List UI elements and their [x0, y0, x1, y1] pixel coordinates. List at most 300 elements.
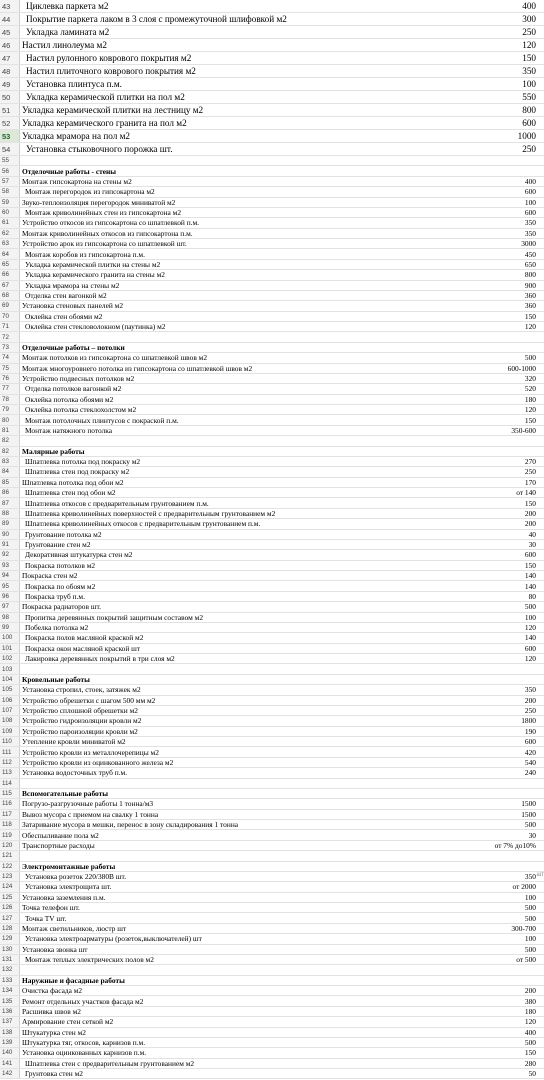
price-cell[interactable]: 150: [524, 560, 536, 570]
row-number[interactable]: 128: [0, 924, 20, 933]
work-description-cell[interactable]: Установка оцинкованных карнизов п.м.: [22, 1048, 147, 1058]
table-row[interactable]: [0, 13, 544, 26]
price-cell[interactable]: 500: [524, 602, 536, 612]
price-cell[interactable]: 190: [524, 726, 536, 736]
row-number[interactable]: 117: [0, 810, 20, 819]
row-number[interactable]: 46: [0, 39, 20, 51]
price-cell[interactable]: от 2000: [512, 882, 536, 892]
row-number[interactable]: 89: [0, 519, 20, 528]
work-description-cell[interactable]: Установка стропил, стоек, затяжек м2: [22, 685, 141, 695]
price-cell[interactable]: 600: [524, 643, 536, 653]
empty-row[interactable]: [0, 851, 544, 861]
empty-row[interactable]: [0, 156, 544, 166]
table-row[interactable]: [0, 291, 544, 301]
row-number[interactable]: 141: [0, 1059, 20, 1068]
work-description-cell[interactable]: Настил рулонного коврового покрытия м2: [26, 53, 192, 63]
work-description-cell[interactable]: Затаривание мусора в мешки, перенос в зону складирования 1 тонна: [22, 820, 239, 830]
row-number[interactable]: 139: [0, 1038, 20, 1047]
row-number[interactable]: 66: [0, 270, 20, 279]
table-row[interactable]: [0, 737, 544, 747]
work-description-cell[interactable]: Монтаж криволинейных стен из гипсокартона м2: [25, 208, 182, 218]
price-cell[interactable]: 350: [524, 685, 536, 695]
row-number[interactable]: 140: [0, 1048, 20, 1057]
row-number[interactable]: 51: [0, 104, 20, 116]
work-description-cell[interactable]: Монтаж потолков из гипсокартона со шпатлевкой швов м2: [22, 353, 208, 363]
row-number[interactable]: 85: [0, 478, 20, 487]
section-header-row[interactable]: [0, 166, 544, 176]
row-number[interactable]: 116: [0, 799, 20, 808]
row-number[interactable]: 62: [0, 229, 20, 238]
row-number[interactable]: 67: [0, 281, 20, 290]
work-description-cell[interactable]: Укладка керамического гранита на пол м2: [22, 118, 187, 128]
work-description-cell[interactable]: Декоративная штукатурка стен м2: [25, 550, 133, 560]
work-description-cell[interactable]: Малярные работы: [22, 446, 85, 456]
table-row[interactable]: [0, 426, 544, 436]
work-description-cell[interactable]: Покраска радиаторов шт.: [22, 602, 102, 612]
price-cell[interactable]: 360: [524, 301, 536, 311]
work-description-cell[interactable]: Покраска полов масляной краской м2: [25, 633, 144, 643]
table-row[interactable]: [0, 1017, 544, 1027]
price-cell[interactable]: 140: [524, 571, 536, 581]
table-row[interactable]: [0, 208, 544, 218]
price-cell[interactable]: 200: [524, 508, 536, 518]
price-cell[interactable]: 120: [524, 1017, 536, 1027]
price-cell[interactable]: 350: [524, 872, 536, 882]
table-row[interactable]: [0, 571, 544, 581]
table-row[interactable]: [0, 65, 544, 78]
work-description-cell[interactable]: Ремонт отдельных участков фасада м2: [22, 996, 144, 1006]
work-description-cell[interactable]: Оклейка потолка стеклохолстом м2: [25, 405, 137, 415]
row-number[interactable]: 133: [0, 976, 20, 985]
price-cell[interactable]: 500: [524, 913, 536, 923]
work-description-cell[interactable]: Устройство кровли из оцинкованного железа м2: [22, 757, 174, 767]
section-header-row[interactable]: [0, 862, 544, 872]
table-row[interactable]: [0, 187, 544, 197]
price-cell[interactable]: 200: [524, 519, 536, 529]
table-row[interactable]: [0, 457, 544, 467]
price-cell[interactable]: 600: [524, 208, 536, 218]
price-cell[interactable]: 150: [524, 498, 536, 508]
price-cell[interactable]: 300-700: [511, 923, 536, 933]
work-description-cell[interactable]: Установка звонка шт: [22, 944, 88, 954]
price-cell[interactable]: 360: [524, 291, 536, 301]
work-description-cell[interactable]: Оклейка стен стекловолокном (паутинка) м2: [25, 322, 166, 332]
price-cell[interactable]: 1800: [521, 716, 536, 726]
work-description-cell[interactable]: Укладка мрамора на пол м2: [22, 131, 131, 141]
row-number[interactable]: 105: [0, 685, 20, 694]
work-description-cell[interactable]: Побелка потолка м2: [25, 623, 89, 633]
work-description-cell[interactable]: Установка заземления п.м.: [22, 892, 106, 902]
table-row[interactable]: [0, 478, 544, 488]
work-description-cell[interactable]: Погрузо-разгрузочные работы 1 тонна/м3: [22, 799, 154, 809]
row-number[interactable]: 57: [0, 177, 20, 186]
row-number[interactable]: 77: [0, 384, 20, 393]
table-row[interactable]: [0, 592, 544, 602]
work-description-cell[interactable]: Грунтовка стен м2: [25, 1069, 83, 1079]
work-description-cell[interactable]: Отделка потолков вагонкой м2: [25, 384, 122, 394]
price-cell[interactable]: 900: [524, 280, 536, 290]
table-row[interactable]: [0, 830, 544, 840]
table-row[interactable]: [0, 644, 544, 654]
price-cell[interactable]: 1500: [521, 809, 536, 819]
table-row[interactable]: [0, 39, 544, 52]
row-number[interactable]: 56: [0, 166, 20, 175]
work-description-cell[interactable]: Установка стыковочного порожка шт.: [26, 144, 173, 154]
price-cell[interactable]: 600: [522, 118, 536, 128]
work-description-cell[interactable]: Точка телефон шт.: [22, 903, 80, 913]
work-description-cell[interactable]: Монтаж перегородок из гипсокартона м2: [25, 187, 155, 197]
table-row[interactable]: [0, 301, 544, 311]
work-description-cell[interactable]: Грунтование потолка м2: [25, 529, 102, 539]
row-number[interactable]: 68: [0, 291, 20, 300]
row-number[interactable]: 52: [0, 117, 20, 129]
price-cell[interactable]: 100: [524, 934, 536, 944]
table-row[interactable]: [0, 415, 544, 425]
table-row[interactable]: [0, 633, 544, 643]
empty-row[interactable]: [0, 436, 544, 446]
empty-row[interactable]: [0, 965, 544, 975]
row-number[interactable]: 78: [0, 395, 20, 404]
table-row[interactable]: [0, 117, 544, 130]
section-header-row[interactable]: [0, 789, 544, 799]
table-row[interactable]: [0, 758, 544, 768]
work-description-cell[interactable]: Монтаж коробов из гипсокартона п.м.: [25, 249, 145, 259]
price-cell[interactable]: 140: [524, 633, 536, 643]
table-row[interactable]: [0, 685, 544, 695]
price-cell[interactable]: 500: [524, 903, 536, 913]
price-cell[interactable]: 30: [528, 830, 536, 840]
row-number[interactable]: 99: [0, 623, 20, 632]
price-cell[interactable]: 650: [524, 259, 536, 269]
table-row[interactable]: [0, 1007, 544, 1017]
work-description-cell[interactable]: Шпатлевка криволинейных откосов с предварительным грунтованием п.м.: [25, 519, 261, 529]
row-number[interactable]: 125: [0, 893, 20, 902]
work-description-cell[interactable]: Установка электроарматуры (розеток,выключателей) шт: [25, 934, 202, 944]
work-description-cell[interactable]: Установка электрощита шт.: [25, 882, 112, 892]
table-row[interactable]: [0, 945, 544, 955]
work-description-cell[interactable]: Монтаж потолочных плинтусов с покраской п.м.: [25, 415, 179, 425]
row-number[interactable]: 90: [0, 530, 20, 539]
work-description-cell[interactable]: Шпатлевка криволинейных поверхностей с предварительным грунтованием м2: [25, 508, 276, 518]
price-cell[interactable]: 320: [524, 374, 536, 384]
work-description-cell[interactable]: Укладка керамической плитки на лестницу м2: [22, 105, 204, 115]
row-number[interactable]: 95: [0, 581, 20, 590]
price-cell[interactable]: 250: [522, 144, 536, 154]
table-row[interactable]: [0, 198, 544, 208]
price-cell[interactable]: 280: [524, 1058, 536, 1068]
work-description-cell[interactable]: Шпатлевка стен с предварительным грунтованием м2: [25, 1058, 195, 1068]
work-description-cell[interactable]: Отделочные работы – потолки: [22, 342, 125, 352]
row-number[interactable]: 80: [0, 415, 20, 424]
table-row[interactable]: [0, 52, 544, 65]
table-row[interactable]: [0, 913, 544, 923]
row-number[interactable]: 97: [0, 602, 20, 611]
row-number[interactable]: 138: [0, 1028, 20, 1037]
price-cell[interactable]: 600-1000: [507, 363, 536, 373]
table-row[interactable]: [0, 872, 544, 882]
price-cell[interactable]: 350: [522, 66, 536, 76]
work-description-cell[interactable]: Монтаж теплых электрических полов м2: [25, 955, 154, 965]
work-description-cell[interactable]: Штукатурка тяг, откосов, карнизов п.м.: [22, 1038, 146, 1048]
work-description-cell[interactable]: Монтаж натяжного потолка: [25, 425, 113, 435]
price-cell[interactable]: 250: [524, 467, 536, 477]
price-cell[interactable]: 100: [524, 612, 536, 622]
table-row[interactable]: [0, 799, 544, 809]
section-header-row[interactable]: [0, 675, 544, 685]
table-row[interactable]: [0, 820, 544, 830]
row-number[interactable]: 136: [0, 1007, 20, 1016]
row-number[interactable]: 126: [0, 903, 20, 912]
price-cell[interactable]: 350-600: [511, 425, 536, 435]
table-row[interactable]: [0, 768, 544, 778]
row-number[interactable]: 102: [0, 654, 20, 663]
table-row[interactable]: [0, 218, 544, 228]
price-cell[interactable]: 600: [524, 550, 536, 560]
row-number[interactable]: 49: [0, 78, 20, 90]
table-row[interactable]: [0, 1048, 544, 1058]
work-description-cell[interactable]: Электромонтажные работы: [22, 861, 116, 871]
table-row[interactable]: [0, 716, 544, 726]
price-cell[interactable]: 120: [524, 654, 536, 664]
work-description-cell[interactable]: Установка плинтуса п.м.: [26, 79, 122, 89]
row-number[interactable]: 109: [0, 727, 20, 736]
table-row[interactable]: [0, 312, 544, 322]
price-cell[interactable]: 550: [522, 92, 536, 102]
row-number[interactable]: 91: [0, 540, 20, 549]
table-row[interactable]: [0, 561, 544, 571]
row-number[interactable]: 43: [0, 0, 20, 12]
price-cell[interactable]: 100: [524, 892, 536, 902]
table-row[interactable]: [0, 509, 544, 519]
table-row[interactable]: [0, 0, 544, 13]
work-description-cell[interactable]: Монтаж криволинейных откосов из гипсокартона п.м.: [22, 228, 193, 238]
work-description-cell[interactable]: Укладка мрамора на стены м2: [25, 280, 120, 290]
row-number[interactable]: 142: [0, 1069, 20, 1078]
row-number[interactable]: 112: [0, 758, 20, 767]
work-description-cell[interactable]: Шпатлевка стен под покраску м2: [25, 467, 130, 477]
price-cell[interactable]: 540: [524, 757, 536, 767]
work-description-cell[interactable]: Покраска по обоям м2: [25, 581, 96, 591]
work-description-cell[interactable]: Установка водосточных труб п.м.: [22, 768, 128, 778]
row-number[interactable]: 65: [0, 260, 20, 269]
row-number[interactable]: 120: [0, 841, 20, 850]
table-row[interactable]: [0, 353, 544, 363]
table-row[interactable]: [0, 986, 544, 996]
price-cell[interactable]: 400: [524, 1027, 536, 1037]
table-row[interactable]: [0, 602, 544, 612]
table-row[interactable]: [0, 229, 544, 239]
row-number[interactable]: 69: [0, 301, 20, 310]
table-row[interactable]: [0, 955, 544, 965]
table-row[interactable]: [0, 384, 544, 394]
table-row[interactable]: [0, 934, 544, 944]
table-row[interactable]: [0, 130, 544, 143]
table-row[interactable]: [0, 239, 544, 249]
table-row[interactable]: [0, 364, 544, 374]
price-cell[interactable]: 420: [524, 747, 536, 757]
row-number[interactable]: 127: [0, 913, 20, 922]
work-description-cell[interactable]: Лакировка деревянных покрытий в три слоя м2: [25, 654, 175, 664]
table-row[interactable]: [0, 996, 544, 1006]
table-row[interactable]: [0, 104, 544, 117]
row-number[interactable]: 54: [0, 143, 20, 155]
work-description-cell[interactable]: Монтаж многоуровнего потолка из гипсокартона со шпатлевкой швов м2: [22, 363, 253, 373]
row-number[interactable]: 122: [0, 862, 20, 871]
work-description-cell[interactable]: Отделка стен вагонкой м2: [25, 291, 107, 301]
table-row[interactable]: [0, 924, 544, 934]
table-row[interactable]: [0, 727, 544, 737]
row-number[interactable]: 119: [0, 830, 20, 839]
work-description-cell[interactable]: Штукатурка стен м2: [22, 1027, 86, 1037]
price-cell[interactable]: 800: [524, 270, 536, 280]
price-cell[interactable]: 150: [524, 311, 536, 321]
table-row[interactable]: [0, 810, 544, 820]
table-row[interactable]: [0, 260, 544, 270]
table-row[interactable]: [0, 249, 544, 259]
price-cell[interactable]: 40: [528, 529, 536, 539]
row-number[interactable]: 87: [0, 498, 20, 507]
row-number[interactable]: 98: [0, 613, 20, 622]
work-description-cell[interactable]: Наружные и фасадные работы: [22, 975, 125, 985]
row-number[interactable]: 106: [0, 696, 20, 705]
price-cell[interactable]: 100: [524, 197, 536, 207]
row-number[interactable]: 86: [0, 488, 20, 497]
table-row[interactable]: [0, 374, 544, 384]
row-number[interactable]: 107: [0, 706, 20, 715]
price-cell[interactable]: 450: [524, 249, 536, 259]
price-cell[interactable]: 180: [524, 1006, 536, 1016]
row-number[interactable]: 50: [0, 91, 20, 103]
work-description-cell[interactable]: Покраска стен м2: [22, 571, 78, 581]
row-number[interactable]: 103: [0, 664, 20, 673]
row-number[interactable]: 101: [0, 644, 20, 653]
row-number[interactable]: 123: [0, 872, 20, 881]
work-description-cell[interactable]: Установка розеток 220/380В шт.: [25, 872, 127, 882]
work-description-cell[interactable]: Устройство обрешетки с шагом 500 мм м2: [22, 695, 156, 705]
price-cell[interactable]: 170: [524, 477, 536, 487]
work-description-cell[interactable]: Укладка керамического гранита на стены м2: [25, 270, 165, 280]
price-cell[interactable]: 500: [524, 820, 536, 830]
table-row[interactable]: [0, 893, 544, 903]
table-row[interactable]: [0, 26, 544, 39]
price-cell[interactable]: 120: [524, 322, 536, 332]
price-cell[interactable]: 140: [524, 581, 536, 591]
price-cell[interactable]: от 500: [516, 955, 536, 965]
price-cell[interactable]: 100: [522, 79, 536, 89]
table-row[interactable]: [0, 1059, 544, 1069]
price-cell[interactable]: 200: [524, 695, 536, 705]
work-description-cell[interactable]: Устройство откосов из гипсокартона со шпатлевкой п.м.: [22, 218, 200, 228]
price-cell[interactable]: от 7% до10%: [494, 840, 536, 850]
price-cell[interactable]: 250: [522, 27, 536, 37]
price-cell[interactable]: 150: [524, 415, 536, 425]
row-number[interactable]: 53: [0, 130, 20, 142]
empty-row[interactable]: [0, 332, 544, 342]
work-description-cell[interactable]: Покрытие паркета лаком в 3 слоя с промежуточной шлифовкой м2: [26, 14, 287, 24]
price-cell[interactable]: 350: [524, 228, 536, 238]
work-description-cell[interactable]: Шпатлевка откосов с предварительным грунтованием п.м.: [25, 498, 209, 508]
work-description-cell[interactable]: Настил линолеума м2: [22, 40, 107, 50]
table-row[interactable]: [0, 91, 544, 104]
row-number[interactable]: 47: [0, 52, 20, 64]
table-row[interactable]: [0, 395, 544, 405]
price-cell[interactable]: 3000: [521, 239, 536, 249]
table-row[interactable]: [0, 1028, 544, 1038]
row-number[interactable]: 82: [0, 447, 20, 456]
table-row[interactable]: [0, 550, 544, 560]
row-number[interactable]: 115: [0, 789, 20, 798]
row-number[interactable]: 92: [0, 550, 20, 559]
work-description-cell[interactable]: Транспортные расходы: [22, 840, 95, 850]
work-description-cell[interactable]: Армирование стен сеткой м2: [22, 1017, 114, 1027]
work-description-cell[interactable]: Шпатлевка потолка под покраску м2: [25, 457, 141, 467]
work-description-cell[interactable]: Пропитка деревянных покрытий защитным составом м2: [25, 612, 204, 622]
work-description-cell[interactable]: Шпатлевка стен под обои м2: [25, 488, 116, 498]
row-number[interactable]: 75: [0, 364, 20, 373]
price-cell[interactable]: 500: [524, 944, 536, 954]
work-description-cell[interactable]: Покраска окон масляной краской шт: [25, 643, 141, 653]
work-description-cell[interactable]: Устройство пароизоляции кровли м2: [22, 726, 138, 736]
work-description-cell[interactable]: Циклевка паркета м2: [26, 1, 109, 11]
work-description-cell[interactable]: Устройство гидроизоляции кровли м2: [22, 716, 142, 726]
price-cell[interactable]: 500: [524, 353, 536, 363]
row-number[interactable]: 74: [0, 353, 20, 362]
price-cell[interactable]: 50: [528, 1069, 536, 1079]
table-row[interactable]: [0, 1038, 544, 1048]
work-description-cell[interactable]: Вспомогательные работы: [22, 789, 109, 799]
row-number[interactable]: 70: [0, 312, 20, 321]
price-cell[interactable]: 520: [524, 384, 536, 394]
section-header-row[interactable]: [0, 976, 544, 986]
price-cell[interactable]: 150: [524, 1048, 536, 1058]
row-number[interactable]: 108: [0, 716, 20, 725]
row-number[interactable]: 82: [0, 436, 20, 445]
work-description-cell[interactable]: Монтаж гипсокартона на стены м2: [22, 176, 132, 186]
row-number[interactable]: 132: [0, 965, 20, 974]
price-cell[interactable]: 380: [524, 996, 536, 1006]
work-description-cell[interactable]: Звуко-теплоизоляция перегородок миниватой м2: [22, 197, 176, 207]
work-description-cell[interactable]: Точка TV шт.: [25, 913, 67, 923]
row-number[interactable]: 71: [0, 322, 20, 331]
price-cell[interactable]: 1500: [521, 799, 536, 809]
work-description-cell[interactable]: Укладка ламината м2: [26, 27, 110, 37]
row-number[interactable]: 63: [0, 239, 20, 248]
work-description-cell[interactable]: Монтаж светильников, люстр шт: [22, 923, 127, 933]
price-cell[interactable]: 120: [522, 40, 536, 50]
row-number[interactable]: 84: [0, 467, 20, 476]
price-cell[interactable]: от 140: [516, 488, 536, 498]
price-cell[interactable]: 600: [524, 187, 536, 197]
work-description-cell[interactable]: Установка стеновых панелей м2: [22, 301, 124, 311]
work-description-cell[interactable]: Устройство кровли из металлочерепицы м2: [22, 747, 159, 757]
row-number[interactable]: 113: [0, 768, 20, 777]
row-number[interactable]: 110: [0, 737, 20, 746]
price-cell[interactable]: 300: [522, 14, 536, 24]
empty-row[interactable]: [0, 664, 544, 674]
work-description-cell[interactable]: Устройство арок из гипсокартона со шпатлевкой шт.: [22, 239, 187, 249]
table-row[interactable]: [0, 882, 544, 892]
work-description-cell[interactable]: Укладка керамической плитки на стены м2: [25, 259, 161, 269]
row-number[interactable]: 73: [0, 343, 20, 352]
table-row[interactable]: [0, 498, 544, 508]
row-number[interactable]: 134: [0, 986, 20, 995]
work-description-cell[interactable]: Укладка керамической плитки на пол м2: [26, 92, 185, 102]
price-cell[interactable]: 120: [524, 405, 536, 415]
table-row[interactable]: [0, 270, 544, 280]
row-number[interactable]: 76: [0, 374, 20, 383]
row-number[interactable]: 45: [0, 26, 20, 38]
table-row[interactable]: [0, 706, 544, 716]
